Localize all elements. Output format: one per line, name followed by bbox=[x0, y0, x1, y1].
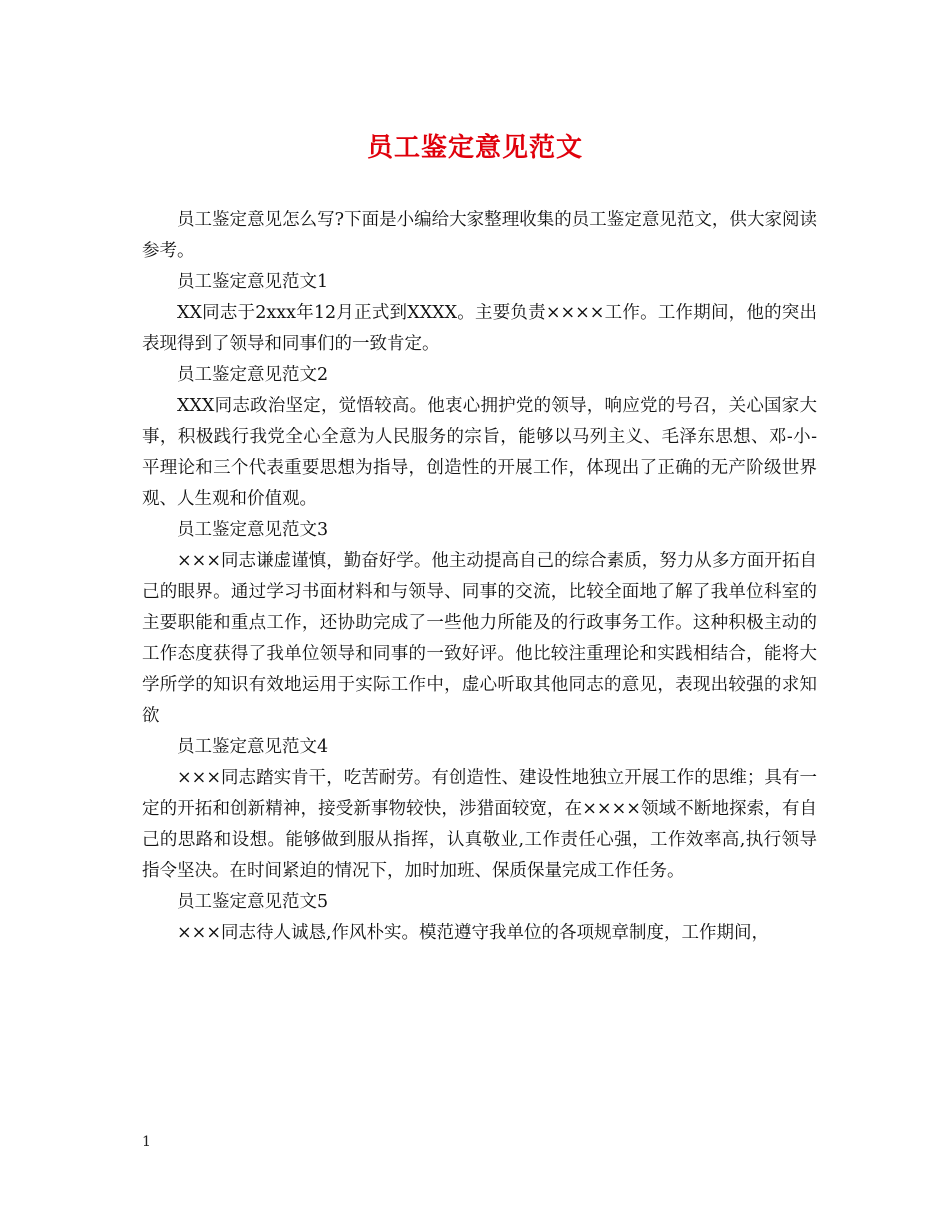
paragraph-intro: 员工鉴定意见怎么写?下面是小编给大家整理收集的员工鉴定意见范文，供大家阅读参考。 bbox=[142, 210, 817, 261]
paragraph-sample-3: ×××同志谦虚谨慎，勤奋好学。他主动提高自己的综合素质，努力从多方面开拓自己的眼界。通过学习书面材料和与领导、同事的交流，比较全面地了解了我单位科室的主要职能和重点工作，还协助完成了一些他力所能及的行政事务工作。这种积极主动的工作态度获得了我单位领导和同事的一致好评。他比较注重理论和实践相结合，能将大学所学的知识有效地运用于实际工作中，虚心听取其他同志的意见，表现出较强的求知欲 bbox=[142, 551, 817, 726]
paragraph-sample-5: ×××同志待人诚恳,作风朴实。模范遵守我单位的各项规章制度，工作期间， bbox=[177, 923, 770, 943]
paragraph-sample-4: ×××同志踏实肯干，吃苦耐劳。有创造性、建设性地独立开展工作的思维；具有一定的开拓和创新精神，接受新事物较快，涉猎面较宽，在××××领域不断地探索，有自己的思路和设想。能够做到服从指挥，认真敬业,工作责任心强，工作效率高,执行领导指令坚决。在时间紧迫的情况下，加时加班、保质保量完成工作任务。 bbox=[142, 768, 817, 881]
section-heading-4: 员工鉴定意见范文4 bbox=[177, 737, 329, 757]
document-body bbox=[142, 205, 817, 949]
paragraph-sample-1: XX同志于2xxx年12月正式到XXXX。主要负责××××工作。工作期间，他的突出表现得到了领导和同事们的一致肯定。 bbox=[142, 303, 817, 354]
document-title: 员工鉴定意见范文 bbox=[366, 133, 583, 163]
section-heading-2: 员工鉴定意见范文2 bbox=[177, 365, 329, 385]
paragraph-sample-2: XXX同志政治坚定，觉悟较高。他衷心拥护党的领导，响应党的号召，关心国家大事，积极践行我党全心全意为人民服务的宗旨，能够以马列主义、毛泽东思想、邓-小-平理论和三个代表重要思想为指导，创造性的开展工作，体现出了正确的无产阶级世界观、人生观和价值观。 bbox=[142, 396, 817, 509]
section-heading-1: 员工鉴定意见范文1 bbox=[177, 272, 329, 292]
section-heading-5: 员工鉴定意见范文5 bbox=[177, 892, 329, 912]
page-number: 1 bbox=[142, 1134, 151, 1150]
section-heading-3: 员工鉴定意见范文3 bbox=[177, 520, 329, 540]
